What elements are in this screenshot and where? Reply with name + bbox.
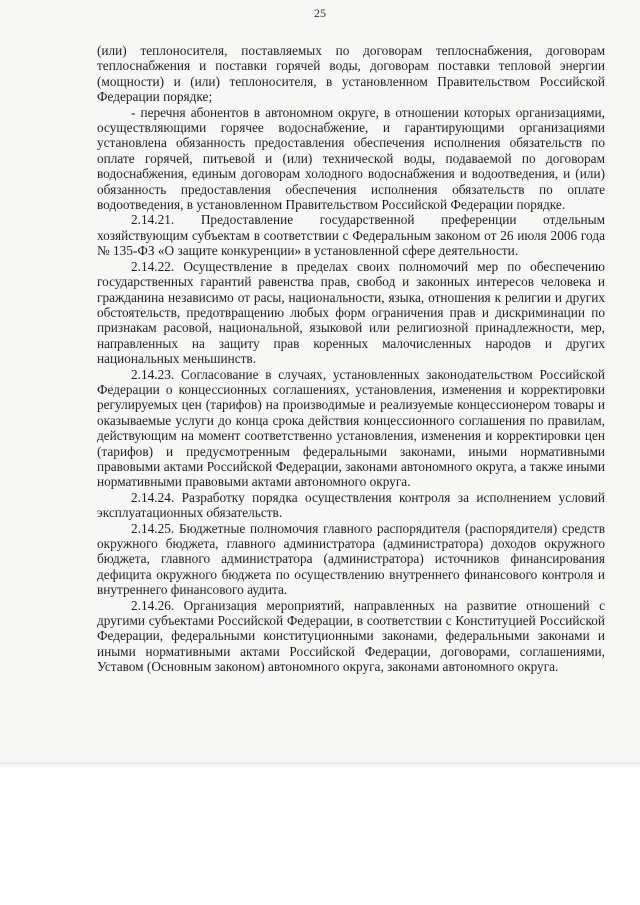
paragraph-2-14-22: 2.14.22. Осуществление в пределах своих полномочий мер по обеспечению государственных гарантий равенства прав, свобод и законных интересов человека и гражданина независимо от расы, национальности, языка, отношения к религии и других обстоятельств, предотвращению любых форм ограничения прав и дискриминации по признакам расовой, национальной, языковой или религиозной принадлежности, мер, направленных на защиту прав коренных малочисленных народов и других национальных меньшинств. [97,258,605,367]
document-body [97,43,605,675]
page-number: 25 [314,6,326,20]
paragraph-continuation: (или) теплоносителя, поставляемых по договорам теплоснабжения, договорам теплоснабжения и поставки горячей воды, договорам поставки тепловой энергии (мощности) и (или) теплоносителя, в установленном Правительством Российской Федерации порядке; [97,43,605,105]
paragraph-list-item: - перечня абонентов в автономном округе, в отношении которых организациями, осуществляющими горячее водоснабжение, и гарантирующими организациями установлена обязанность предоставления обеспечения исполнения обязательств по оплате горячей, питьевой и (или) технической воды, подаваемой по договорам водоснабжения, единым договорам холодного водоснабжения и водоотведения, и (или) обязанность предоставления обеспечения исполнения обязательств по оплате водоотведения, в установленном Правительством Российской Федерации порядке. [97,104,605,213]
paragraph-2-14-24: 2.14.24. Разработку порядка осуществления контроля за исполнением условий эксплуатационных обязательств. [97,489,605,521]
paragraph-2-14-21: 2.14.21. Предоставление государственной преференции отдельным хозяйствующим субъектам в соответствии с Федеральным законом от 26 июля 2006 года № 135-ФЗ «О защите конкуренции» в установленной сфере деятельности. [97,212,605,259]
paragraph-2-14-25: 2.14.25. Бюджетные полномочия главного распорядителя (распорядителя) средств окружного бюджета, главного администратора (администратора) доходов окружного бюджета, главного администратора (администратора) источников финансирования дефицита окружного бюджета по осуществлению внутреннего финансового контроля и внутреннего финансового аудита. [97,520,605,598]
paragraph-2-14-23: 2.14.23. Согласование в случаях, установленных законодательством Российской Федерации о концессионных соглашениях, установления, изменения и корректировки регулируемых цен (тарифов) на производимые и реализуемые концессионером товары и оказываемые услуги до конца срока действия концессионного соглашения по правилам, действующим на момент соответственно установления, изменения и корректировки цен (тарифов) и предусмотренным федеральными законами, иными нормативными правовыми актами Российской Федерации, законами автономного округа, а также иными нормативными правовыми актами автономного округа. [97,366,605,490]
sheet-edge [0,762,640,768]
paragraph-2-14-26: 2.14.26. Организация мероприятий, направленных на развитие отношений с другими субъектами Российской Федерации, в соответствии с Конституцией Российской Федерации, федеральными конституционными законами, федеральными законами и иными нормативными актами Российской Федерации, договорами, соглашениями, Уставом (Основным законом) автономного округа, законами автономного округа. [97,597,605,675]
